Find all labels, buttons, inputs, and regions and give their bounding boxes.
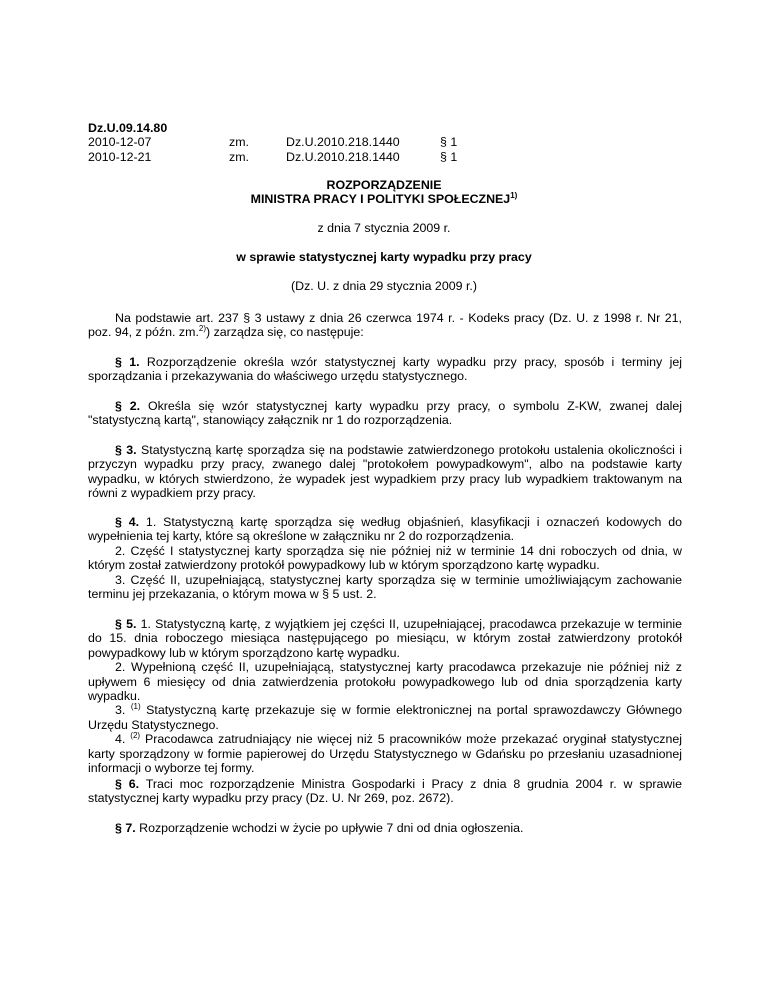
issue-date: z dnia 7 stycznia 2009 r. [317,221,451,235]
section-label: § 5. [115,617,137,631]
section-label: § 6. [115,777,140,791]
section-paragraph [88,617,682,660]
section-text: 1. Statystyczną kartę, z wyjątkiem jej części II, uzupełniającej, pracodawca przekazuje w terminie do 15. dnia roboczego miesiąca następującego po miesiącu, w którym został zatwierdzony protokół powypadkowy lub w którym sporządzono kartę wypadku. [88,617,682,660]
section-label: § 1. [115,355,140,369]
section-text: Określa się wzór statystycznej karty wypadku przy pracy, o symbolu Z-KW, zwanej dalej "statystyczną kartą", stanowiący załącznik nr 1 do rozporządzenia. [88,399,683,428]
history-change: zm. [229,149,249,164]
section-text: Statystyczną kartę przekazuje się w formie elektronicznej na portal sprawozdawczy Głównego Urzędu Statystycznego. [88,703,682,732]
section-7 [88,821,682,835]
document-subject: w sprawie statystycznej karty wypadku przy pracy [236,250,532,264]
preamble-text-end: ) zarządza się, co następuje: [206,325,364,340]
section-paragraph: 2. Część I statystycznej karty sporządza się nie później niż w terminie 14 dni roboczych od dnia, w którym został zatwierdzony protokół powypadkowy lub w którym sporządzono kartę wypadku. [88,543,682,573]
document-title: ROZPORZĄDZENIE [326,178,442,192]
journal-reference: Dz.U.09.14.80 [88,121,168,135]
section-4 [88,515,682,601]
section-paragraph [88,515,682,544]
journal-reference-row [88,121,608,135]
section-text: Pracodawca zatrudniający nie więcej niż 5 pracowników może przekazać oryginał statystycznej karty sporządzony w formie papierowej do Urzędu Statystycznego w Gdańsku po przesłaniu uzasadnionej informacji o wyborze tej formy. [88,732,682,776]
preamble-paragraph [88,311,682,340]
section-text: Rozporządzenie wchodzi w życie po upływie 7 dni od dnia ogłoszenia. [135,821,524,835]
section-3 [88,443,682,501]
history-date: 2010-12-21 [88,149,152,164]
section-text: 1. Statystyczną kartę sporządza się według objaśnień, klasyfikacji i oznaczeń kodowych do wypełnienia tej karty, które są określone w załączniku nr 2 do rozporządzenia. [88,515,682,544]
section-paragraph [88,732,682,775]
history-date: 2010-12-07 [88,135,152,150]
section-1 [88,355,682,384]
section-text: Traci moc rozporządzenie Ministra Gospodarki i Pracy z dnia 8 grudnia 2004 r. w sprawie statystycznej karty wypadku przy pracy (Dz. U. Nr 269, poz. 2672). [88,777,683,806]
section-paragraph [88,821,682,835]
history-change: zm. [229,135,249,150]
history-ref: Dz.U.2010.218.1440 [286,135,400,150]
section-paragraph [88,355,682,384]
footnote-marker: (2) [130,731,141,741]
section-text: Rozporządzenie określa wzór statystycznej karty wypadku przy pracy, sposób i terminy jej sporządzania i przekazywania do właściwego urzędu statystycznego. [88,355,682,384]
amendment-history [88,121,608,164]
section-label: § 7. [115,821,136,835]
paragraph-number: 4. [115,732,126,747]
section-paragraph [88,703,682,732]
section-paragraph: 3. Część II, uzupełniającą, statystycznej karty sporządza się w terminie umożliwiającym zachowanie terminu jej przekazania, o którym mowa w § 5 ust. 2. [88,572,682,602]
section-6 [88,777,682,806]
preamble-text: Na podstawie art. 237 § 3 ustawy z dnia 26 czerwca 1974 r. - Kodeks pracy (Dz. U. z 1998 r. Nr 21, poz. 94, z późn. zm. [88,311,682,340]
footnote-marker: (1) [130,702,141,712]
issuing-authority [0,192,768,206]
paragraph-number: 3. [115,703,126,718]
history-section: § 1 [440,149,458,164]
history-row [88,135,608,149]
issuing-authority-text: MINISTRA PRACY I POLITYKI SPOŁECZNEJ [250,192,511,206]
section-label: § 3. [115,443,137,457]
section-label: § 4. [115,515,140,529]
section-label: § 2. [115,399,141,413]
section-paragraph [88,443,682,501]
history-ref: Dz.U.2010.218.1440 [286,149,400,164]
publication-reference: (Dz. U. z dnia 29 stycznia 2009 r.) [291,279,477,293]
footnote-marker: 2) [198,324,207,334]
history-section: § 1 [440,135,458,150]
history-row [88,150,608,164]
section-paragraph: 2. Wypełnioną część II, uzupełniającą, statystycznej karty pracodawca przekazuje nie później niż z upływem 6 miesięcy od dnia zatwierdzenia protokołu powypadkowego lub od dnia sporządzenia karty wypadku. [88,660,682,704]
section-paragraph [88,399,682,428]
section-text: Statystyczną kartę sporządza się na podstawie zatwierdzonego protokołu ustalenia okoliczności i przyczyn wypadku przy pracy, zwanego dalej "protokołem powypadkowym", albo na podstawie karty wypadku, w których stwierdzono, że wypadek jest wypadkiem przy pracy lub wypadkiem traktowanym na równi z wypadkiem przy pracy. [88,443,683,501]
preamble [88,311,682,340]
section-paragraph [88,777,682,806]
section-5 [88,617,682,775]
section-2 [88,399,682,428]
footnote-marker: 1) [510,190,518,200]
